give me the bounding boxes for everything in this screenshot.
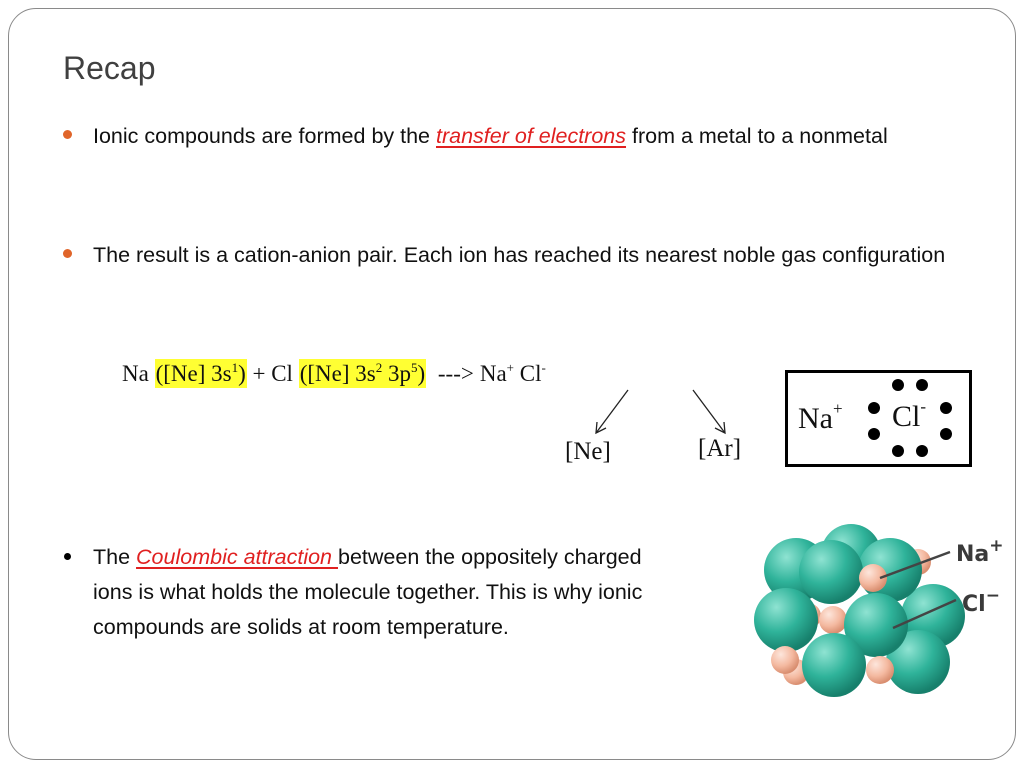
- lewis-na-symbol: Na: [798, 402, 833, 435]
- bullet-text: between the oppositely charged ions is what holds the molecule together. This is why ionic compounds are solids at room temperature.: [93, 545, 643, 639]
- bullet-marker: [64, 553, 71, 560]
- arrow-to-ne: [596, 390, 628, 433]
- electron-dot: [892, 445, 904, 457]
- electron-dot: [940, 402, 952, 414]
- emphasis-transfer-of-electrons: transfer of electrons: [436, 124, 627, 148]
- cl-electron-config: [299, 359, 426, 388]
- electron-dot: [892, 379, 904, 391]
- cl-ion: [799, 540, 863, 604]
- crystal-na-symbol: Na: [956, 542, 990, 567]
- reaction-arrow: --->: [437, 361, 474, 386]
- na-ion: [819, 606, 847, 634]
- electron-dot: [868, 428, 880, 440]
- crystal-cl-label: [962, 586, 1000, 617]
- bullet-coulombic-attraction: [93, 540, 683, 645]
- lewis-cl: [892, 397, 926, 434]
- bullet-ionic-compounds: [93, 119, 973, 154]
- product-cl-charge: -: [541, 360, 546, 375]
- config-superscript: 2: [375, 360, 383, 375]
- slide-title: Recap: [63, 50, 156, 86]
- lewis-dot-structure: [785, 370, 972, 467]
- product-na-charge: +: [506, 360, 514, 375]
- cl-ion: [754, 588, 818, 652]
- noble-gas-ar: [Ar]: [698, 435, 742, 462]
- na-electron-config: [155, 359, 247, 388]
- bullet-marker: [63, 130, 72, 139]
- lewis-cl-symbol: Cl: [892, 400, 921, 433]
- lewis-na: [798, 399, 843, 436]
- crystal-cl-charge: −: [985, 586, 1000, 606]
- bullet-cation-anion: [93, 238, 973, 273]
- lewis-cl-charge: -: [920, 397, 927, 416]
- bullet-text: from a metal to a nonmetal: [626, 124, 888, 148]
- config-text: ([Ne] 3s: [155, 361, 232, 386]
- electron-dot: [916, 379, 928, 391]
- na-ion: [866, 656, 894, 684]
- config-superscript: 5: [410, 360, 418, 375]
- electron-dot: [868, 402, 880, 414]
- electron-dot: [916, 445, 928, 457]
- product-na: Na: [479, 361, 507, 386]
- crystal-cl-symbol: Cl: [962, 592, 986, 617]
- na-ion: [771, 646, 799, 674]
- electron-transfer-equation: [122, 360, 546, 387]
- bullet-marker: [63, 249, 72, 258]
- config-text: ([Ne] 3s: [299, 361, 376, 386]
- emphasis-coulombic-attraction: Coulombic attraction: [136, 545, 338, 569]
- bullet-text: The: [93, 545, 137, 569]
- config-superscript: 1: [231, 360, 239, 375]
- config-text: 3p: [382, 361, 411, 386]
- bullet-text: The result is a cation-anion pair. Each ion has reached its nearest noble gas configuration: [93, 243, 946, 267]
- arrow-to-ar: [693, 390, 725, 433]
- product-cl: Cl: [514, 361, 542, 386]
- crystal-na-charge: +: [989, 536, 1004, 556]
- crystal-na-label: [956, 536, 1004, 567]
- electron-dot: [940, 428, 952, 440]
- bullet-text: Ionic compounds are formed by the: [93, 124, 436, 148]
- config-text: ): [238, 361, 246, 386]
- cl-ion: [802, 633, 866, 697]
- config-text: ): [417, 361, 426, 386]
- equation-na: Na: [122, 361, 155, 386]
- noble-gas-ne: [Ne]: [565, 438, 611, 465]
- lewis-na-charge: +: [832, 399, 843, 418]
- equation-plus-cl: + Cl: [246, 361, 299, 386]
